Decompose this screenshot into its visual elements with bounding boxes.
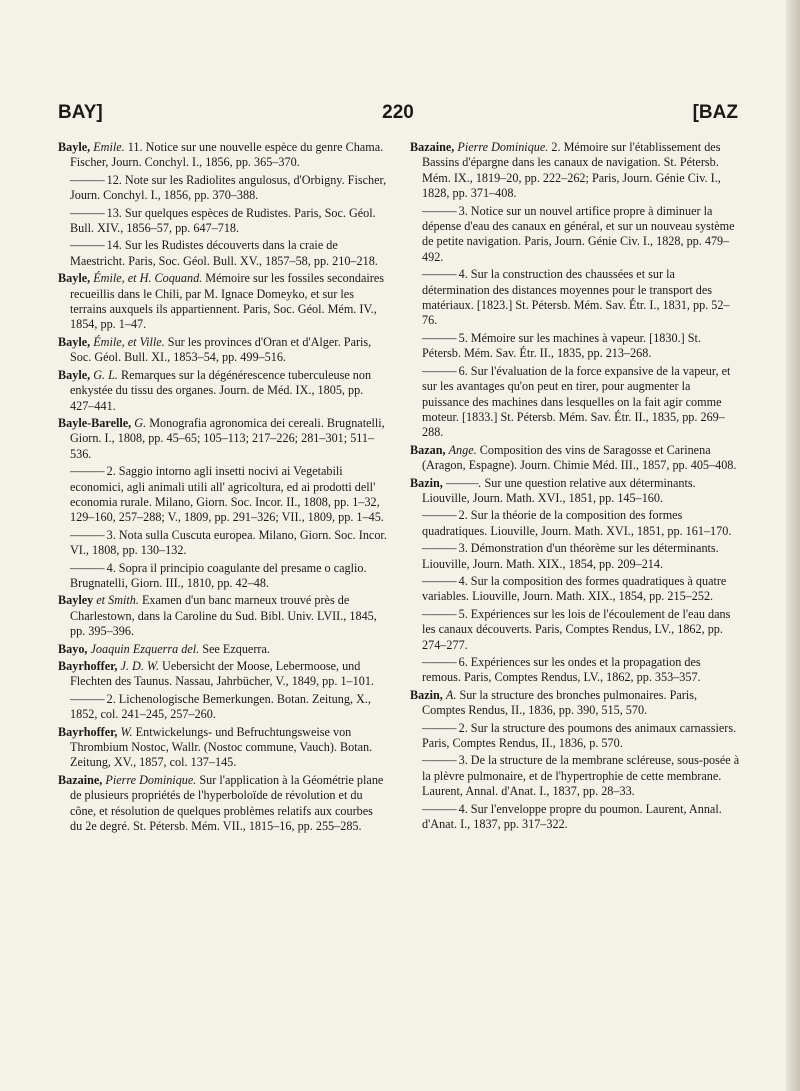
- entry-text: Mémoire sur les fossiles secondaires recueillis dans le Chili, par M. Ignace Domeyko, et sur les terrains auxquels ils appartiennent. Paris, Soc. Géol. Mém. IV., 1854, pp. 1–47.: [70, 271, 384, 332]
- bibliography-entry: [410, 655, 740, 686]
- bibliography-entry: [58, 464, 388, 526]
- author-given-name: Pierre Dominique.: [105, 772, 197, 787]
- author-name: Bayle-Barelle,: [58, 415, 132, 430]
- bibliography-entry: [58, 238, 388, 269]
- bibliography-entry: [410, 331, 740, 362]
- author-name: Bayrhoffer,: [58, 659, 118, 673]
- bibliography-entry: [58, 561, 388, 592]
- ditto-dash: ———: [70, 172, 104, 187]
- entry-text: 3. De la structure de la membrane scléreuse, sous-posée à la plèvre pulmonaire, et de l'hypertrophie de cette membrane. Laurent, Annal. d'Anat. I., 1837, pp. 28–33.: [422, 753, 740, 799]
- entry-text: Entwickelungs- und Befruchtungsweise von Thrombium Nostoc, Wallr. (Nostoc commune, Vauch). Botan. Zeitung, XV., 1857, col. 137–145.: [70, 724, 373, 770]
- bibliography-entry: [410, 364, 740, 441]
- entry-text: Monografia agronomica dei cereali. Brugnatelli, Giorn. I., 1808, pp. 45–65; 105–113; 217–226; 281–301; 511–536.: [70, 415, 385, 461]
- author-name: Bayle,: [58, 367, 91, 382]
- entry-text: 5. Mémoire sur les machines à vapeur. [1830.] St. Pétersb. Mém. Sav. Étr. II., 1835, pp. 213–268.: [422, 330, 701, 361]
- bibliography-entry: [58, 368, 388, 414]
- entry-text: Sur les provinces d'Oran et d'Alger. Paris, Soc. Géol. Bull. XI., 1853–54, pp. 499–516.: [70, 334, 372, 365]
- author-name: Bazaine,: [410, 140, 455, 154]
- bibliography-entry: [58, 692, 388, 723]
- author-given-name: ———.: [445, 475, 482, 490]
- ditto-dash: ———: [422, 801, 456, 816]
- ditto-dash: ———: [422, 541, 456, 556]
- bibliography-entry: [410, 802, 740, 833]
- entry-text: 2. Mémoire sur l'établissement des Bassins d'épargne dans les canaux de navigation. St. Pétersb. Mém. IX., 1819–20, pp. 222–262; Paris, Journ. Génie Civ. I., 1828, pp. 371–408.: [422, 140, 721, 201]
- ditto-dash: ———: [422, 363, 456, 378]
- entry-text: 2. Sur la théorie de la composition des formes quadratiques. Liouville, Journ. Math. XVI., 1851, pp. 161–170.: [422, 508, 732, 538]
- author-given-name: Émile, et Ville.: [93, 334, 165, 349]
- entry-text: 3. Notice sur un nouvel artifice propre à diminuer la dépense d'eau des canaux en général, et sur un nouveau système de petite navigation. Paris, Journ. Génie Civ. I., 1828, pp. 479–492.: [422, 203, 735, 264]
- author-name: Bayo,: [58, 641, 88, 656]
- bibliography-entry: [58, 173, 388, 204]
- bibliography-entry: [58, 659, 388, 690]
- entry-text: 4. Sur la construction des chaussées et sur la détermination des distances moyennes pour le transport des matériaux. [1823.] St. Pétersb. Mém. Sav. Étr. I., 1831, pp. 52–76.: [422, 267, 730, 328]
- bibliography-entry: [410, 607, 740, 653]
- page-edge: [786, 0, 800, 1091]
- entry-text: 3. Nota sulla Cuscuta europea. Milano, Giorn. Soc. Incor. VI., 1808, pp. 130–132.: [70, 527, 387, 558]
- entry-text: 14. Sur les Rudistes découverts dans la craie de Maestricht. Paris, Soc. Géol. Bull. XV., 1857–58, pp. 210–218.: [70, 238, 378, 268]
- bibliography-entry: [58, 140, 388, 171]
- entry-text: Sur une question relative aux déterminants. Liouville, Journ. Math. XVI., 1851, pp. 145–160.: [422, 475, 696, 505]
- bibliography-entry: [58, 593, 388, 639]
- author-name: Bazin,: [410, 687, 443, 702]
- entry-text: 2. Saggio intorno agli insetti nocivi ai Vegetabili economici, agli animali utili all' agricoltura, ed ai prodotti dell' economia rurale. Milano, Giorn. Soc. Incor. II., 1808, pp. 1–32, 129–160, 257–288; V., 1809, pp. 291–326; VII., 1809, pp. 1–45.: [70, 464, 384, 525]
- entry-text: 4. Sur l'enveloppe propre du poumon. Laurent, Annal. d'Anat. I., 1837, pp. 317–322.: [422, 801, 722, 832]
- entry-text: Examen d'un banc marneux trouvé près de Charlestown, dans la Caroline du Sud. Bibl. Univ. LVII., 1845, pp. 395–396.: [70, 593, 377, 639]
- entry-text: 12. Note sur les Radiolites angulosus, d'Orbigny. Fischer, Journ. Conchyl. I., 1856, pp. 370–388.: [70, 172, 387, 203]
- entry-text: 6. Sur l'évaluation de la force expansive de la vapeur, et sur les avantages qu'on peut en tirer, pour augmenter la puissance des machines dans lesquelles on la fait agir comme moteur. [1833.] St. Pétersb. Mém. Sav. Étr. II., 1835, pp. 269–288.: [422, 363, 731, 440]
- entry-text: 2. Lichenologische Bemerkungen. Botan. Zeitung, X., 1852, col. 241–245, 257–260.: [70, 691, 371, 722]
- ditto-dash: ———: [70, 205, 104, 220]
- ditto-dash: ———: [422, 606, 456, 621]
- entry-text: See Ezquerra.: [202, 641, 270, 656]
- entry-text: 11. Notice sur une nouvelle espèce du genre Chama. Fischer, Journ. Conchyl. I., 1856, pp. 365–370.: [70, 140, 384, 170]
- ditto-dash: ———: [422, 330, 456, 345]
- bibliography-entry: [410, 508, 740, 539]
- ditto-dash: ———: [422, 203, 456, 218]
- entry-text: 6. Expériences sur les ondes et la propagation des remous. Paris, Comptes Rendus, LV., 1862, pp. 353–357.: [422, 655, 701, 685]
- author-given-name: Pierre Dominique.: [457, 140, 549, 154]
- bibliography-entry: [58, 271, 388, 333]
- bibliography-entry: [58, 335, 388, 366]
- bibliography-entry: [410, 140, 740, 202]
- bibliography-entry: [58, 725, 388, 771]
- ditto-dash: ———: [70, 464, 104, 479]
- left-column: [58, 140, 388, 836]
- entry-text: Remarques sur la dégénérescence tuberculeuse non enkystée du tissu des organes. Journ. de Méd. IX., 1805, pp. 427–441.: [70, 367, 372, 413]
- bibliography-entry: [410, 753, 740, 799]
- ditto-dash: ———: [70, 238, 104, 253]
- author-given-name: Joaquin Ezquerra del.: [90, 641, 200, 656]
- bibliography-entry: [410, 204, 740, 266]
- entry-text: Composition des vins de Saragosse et Carinena (Aragon, Espagne). Journ. Chimie Méd. III., 1857, pp. 405–408.: [422, 442, 737, 473]
- bibliography-entry: [410, 721, 740, 752]
- ditto-dash: ———: [422, 573, 456, 588]
- author-given-name: Ange.: [448, 442, 477, 457]
- author-name: Bazan,: [410, 442, 446, 457]
- bibliography-entry: [410, 541, 740, 572]
- ditto-dash: ———: [422, 267, 456, 282]
- author-name: Bazin,: [410, 475, 443, 490]
- author-name: Bayle,: [58, 271, 91, 286]
- ditto-dash: ———: [70, 691, 104, 706]
- author-given-name: Émile, et H. Coquand.: [93, 271, 203, 286]
- author-name: Bayle,: [58, 140, 91, 154]
- ditto-dash: ———: [422, 753, 456, 768]
- bibliography-entry: [58, 416, 388, 462]
- header-right: [BAZ: [692, 102, 738, 123]
- author-given-name: J. D. W.: [120, 659, 159, 673]
- bibliography-entry: [58, 528, 388, 559]
- bibliography-entry: [410, 267, 740, 329]
- author-name: Bazaine,: [58, 772, 103, 787]
- bibliography-entry: [58, 206, 388, 237]
- entry-text: 13. Sur quelques espèces de Rudistes. Paris, Soc. Géol. Bull. XIV., 1856–57, pp. 647–718.: [70, 205, 376, 236]
- bibliography-entry: [410, 688, 740, 719]
- header-left: BAY]: [58, 102, 103, 123]
- right-column: [410, 140, 740, 834]
- page-number: 220: [382, 102, 414, 123]
- ditto-dash: ———: [70, 560, 104, 575]
- ditto-dash: ———: [422, 720, 456, 735]
- entry-text: Sur l'application à la Géométrie plane de plusieurs propriétés de l'hyperboloïde de révolution et du cône, et résolution de quelques problèmes relatifs aux courbes du 2e degré. St. Pétersb. Mém. VII., 1815–16, pp. 255–285.: [70, 772, 384, 834]
- entry-text: 4. Sur la composition des formes quadratiques à quatre variables. Liouville, Journ. Math. XIX., 1854, pp. 215–252.: [422, 573, 727, 604]
- author-given-name: et Smith.: [96, 593, 139, 608]
- author-given-name: A.: [445, 687, 457, 702]
- entry-text: 2. Sur la structure des poumons des animaux carnassiers. Paris, Comptes Rendus, II., 1836, p. 570.: [422, 720, 737, 751]
- author-name: Bayrhoffer,: [58, 724, 118, 739]
- author-name: Bayle,: [58, 334, 91, 349]
- entry-text: 3. Démonstration d'un théorème sur les déterminants. Liouville, Journ. Math. XIX., 1854, pp. 209–214.: [422, 541, 719, 571]
- bibliography-entry: [58, 642, 388, 657]
- entry-text: Sur la structure des bronches pulmonaires. Paris, Comptes Rendus, II., 1836, pp. 390, 515, 570.: [422, 687, 698, 718]
- author-given-name: W.: [120, 724, 133, 739]
- ditto-dash: ———: [422, 655, 456, 669]
- ditto-dash: ———: [422, 508, 456, 523]
- entry-text: 4. Sopra il principio coagulante del presame o caglio. Brugnatelli, Giorn. III., 1810, pp. 42–48.: [70, 560, 367, 590]
- bibliography-entry: [58, 773, 388, 835]
- bibliography-entry: [410, 476, 740, 507]
- ditto-dash: ———: [70, 527, 104, 542]
- author-given-name: G. L.: [93, 367, 118, 382]
- bibliography-entry: [410, 574, 740, 605]
- bibliography-entry: [410, 443, 740, 474]
- author-name: Bayley: [58, 593, 94, 608]
- author-given-name: G.: [134, 415, 147, 430]
- entry-text: 5. Expériences sur les lois de l'écoulement de l'eau dans les canaux découverts. Paris, Comptes Rendus, LV., 1862, pp. 274–277.: [422, 606, 731, 652]
- author-given-name: Emile.: [93, 140, 125, 154]
- running-header: [58, 102, 738, 128]
- entry-text: Uebersicht der Moose, Lebermoose, und Flechten des Taunus. Nassau, Jahrbücher, V., 1849, pp. 1–101.: [70, 659, 374, 689]
